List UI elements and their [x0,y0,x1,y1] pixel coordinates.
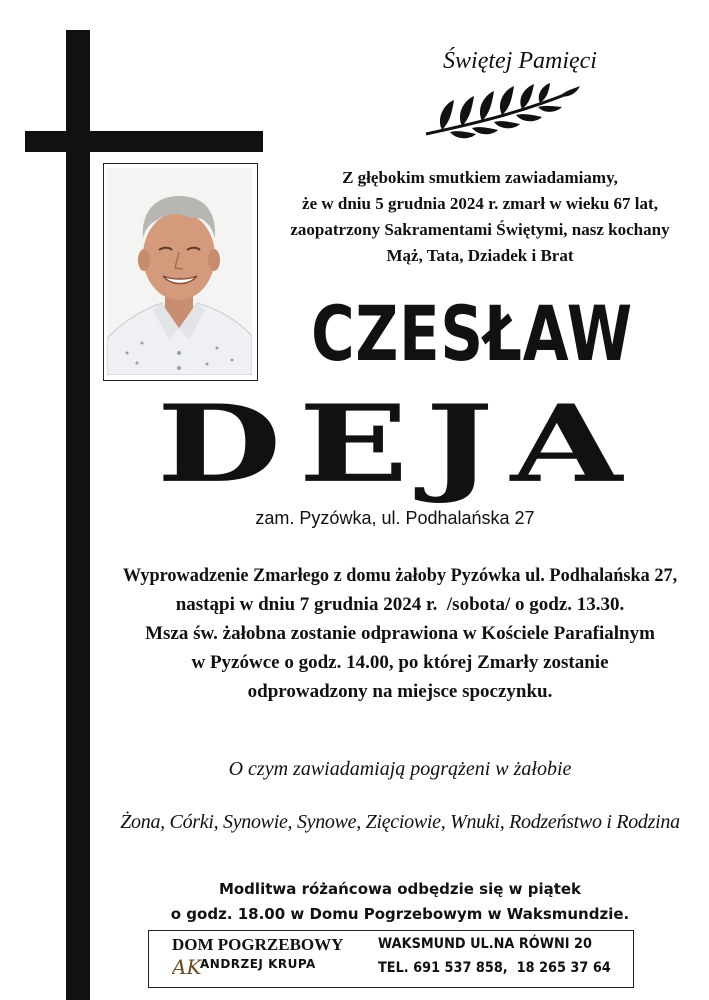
mourners-list: Żona, Córki, Synowie, Synowe, Zięciowie, Wnuki, Rodzeństwo i Rodzina [120,811,680,833]
portrait-photo [107,168,252,375]
header-title: Świętej Pamięci [443,48,597,74]
funeral-line: Msza św. żałobna zostanie odprawiona w Kościele Parafialnym [145,623,655,644]
funeral-details [95,561,705,706]
funeral-home-owner: ANDRZEJ KRUPA [200,957,316,971]
funeral-line: nastąpi w dniu 7 grudnia 2024 r. /sobota/ o godz. 13.30. [175,594,625,615]
funeral-home-address: WAKSMUND UL.NA RÓWNI 20 [378,936,592,952]
funeral-home-phone: TEL. 691 537 858, 18 265 37 64 [378,960,611,976]
rosary-notice [120,877,680,927]
rosary-line: Modlitwa różańcowa odbędzie się w piątek [218,880,582,898]
cross-icon [66,30,90,1000]
funeral-line: odprowadzony na miejsce spoczynku. [247,681,553,702]
funeral-line: Wyprowadzenie Zmarłego z domu żałoby Pyzówka ul. Podhalańska 27, [122,565,678,586]
funeral-home-name: DOM POGRZEBOWY [172,935,344,954]
rosary-line: o godz. 18.00 w Domu Pogrzebowym w Waksmundzie. [170,905,630,923]
intro-line: zaopatrzony Sakramentami Świętymi, nasz kochany [290,220,670,239]
deceased-last-name: DEJA [156,381,640,507]
intro-line: Z głębokim smutkiem zawiadamiamy, [342,168,618,187]
olive-branch-icon [422,82,582,140]
funeral-line: w Pyzówce o godz. 14.00, po której Zmarły zostanie [191,652,609,673]
deceased-first-name: CZESŁAW [311,289,633,378]
cross-icon-crossbar [25,131,263,152]
intro-line: Mąż, Tata, Dziadek i Brat [386,246,574,265]
intro-text [260,165,700,269]
deceased-address: zam. Pyzówka, ul. Podhalańska 27 [255,508,535,528]
mourners-intro: O czym zawiadamiają pogrążeni w żałobie [228,758,572,780]
logo-letters: AK [172,955,202,979]
intro-line: że w dniu 5 grudnia 2024 r. zmarł w wieku 67 lat, [302,194,658,213]
